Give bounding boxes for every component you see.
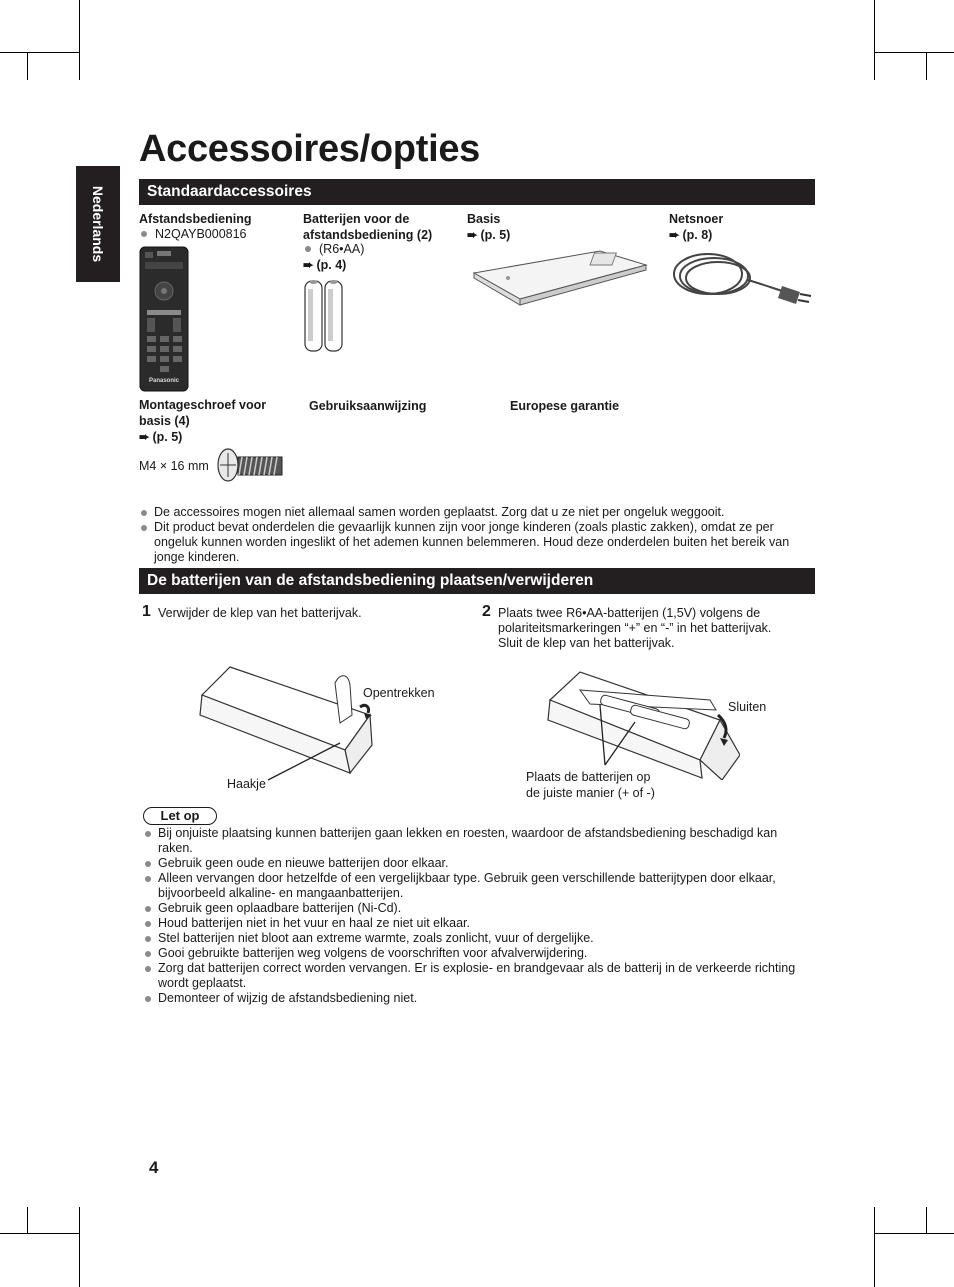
language-tab-label: Nederlands (90, 185, 106, 263)
step-1-number: 1 (142, 603, 151, 620)
screw-size: M4 × 16 mm (139, 459, 209, 473)
page-number: 4 (149, 1158, 159, 1177)
step-2-number: 2 (482, 603, 491, 620)
accessory-notes (139, 505, 815, 565)
page-title: Accessoires/opties (139, 128, 480, 170)
cord-label: Netsnoer (669, 212, 724, 226)
batteries-label-line1: Batterijen voor de (303, 212, 410, 226)
remote-open-illustration (190, 655, 430, 795)
crop-mark (926, 1207, 927, 1234)
screw-image (216, 445, 286, 489)
arrow-right-icon: ➨ (669, 228, 680, 242)
list-item: Gooi gebruikte batterijen weg volgens de voorschriften voor afvalverwijdering. (143, 946, 815, 961)
crop-mark (874, 52, 954, 53)
language-tab (76, 166, 120, 282)
list-item: Stel batterijen niet bloot aan extreme warmte, zoals zonlicht, vuur of dergelijke. (143, 931, 815, 946)
screw-label-line1: Montageschroef voor (139, 398, 267, 412)
arrow-right-icon: ➨ (139, 430, 150, 444)
list-item: Gebruik geen oude en nieuwe batterijen door elkaar. (143, 856, 815, 871)
batteries-label-line2: afstandsbediening (2) (303, 228, 433, 242)
callout-close: Sluiten (728, 700, 767, 714)
remote-control-image (139, 246, 189, 392)
remote-insert-illustration (540, 660, 740, 780)
batteries-type: (R6•AA) (305, 242, 364, 257)
remote-label: Afstandsbediening (139, 212, 252, 226)
arrow-right-icon: ➨ (467, 228, 478, 242)
remote-model: N2QAYB000816 (141, 227, 247, 242)
warranty-label: Europese garantie (510, 399, 620, 413)
crop-mark (27, 52, 28, 80)
crop-mark (27, 1207, 28, 1234)
remote-brand: Panasonic (148, 378, 180, 384)
callout-place-line1: Plaats de batterijen op (526, 770, 651, 784)
caution-badge: Let op (143, 807, 217, 825)
arrow-right-icon: ➨ (303, 258, 314, 272)
callout-pull: Opentrekken (363, 686, 435, 700)
manual-label: Gebruiksaanwijzing (309, 399, 427, 413)
section-heading-batteries: De batterijen van de afstandsbediening plaatsen/verwijderen (139, 568, 815, 594)
list-item: Demonteer of wijzig de afstandsbediening niet. (143, 991, 815, 1006)
crop-mark (79, 0, 80, 80)
crop-mark (874, 1207, 875, 1287)
caution-list (143, 826, 815, 1006)
base-label: Basis (467, 212, 501, 226)
callout-place-line2: de juiste manier (+ of -) (526, 786, 655, 800)
step-2-line1: Plaats twee R6•AA-batterijen (1,5V) volgens de (498, 606, 761, 620)
step-2-line3: Sluit de klep van het batterijvak. (498, 636, 675, 650)
base-stand-image (470, 243, 650, 309)
crop-mark (79, 1207, 80, 1287)
crop-mark (0, 1233, 80, 1234)
list-item: Bij onjuiste plaatsing kunnen batterijen gaan lekken en roesten, waardoor de afstandsbediening beschadigd kan raken. (143, 826, 815, 856)
list-item: Houd batterijen niet in het vuur en haal ze niet uit elkaar. (143, 916, 815, 931)
step-2-line2: polariteitsmarkeringen “+” en “-” in het batterijvak. (498, 621, 772, 635)
cord-ref: ➨ (p. 8) (669, 228, 713, 242)
list-item: Zorg dat batterijen correct worden vervangen. Er is explosie- en brandgevaar als de batterij in de verkeerde richting wordt geplaatst. (143, 961, 815, 991)
screw-ref: ➨ (p. 5) (139, 430, 183, 444)
power-cord-image (668, 246, 814, 312)
crop-mark (874, 1233, 954, 1234)
list-item: Alleen vervangen door hetzelfde of een vergelijkbaar type. Gebruik geen verschillende batterijtypen door elkaar, bijvoorbeeld alkaline- en mangaanbatterijen. (143, 871, 815, 901)
screw-label-line2: basis (4) (139, 414, 190, 428)
crop-mark (926, 52, 927, 80)
base-ref: ➨ (p. 5) (467, 228, 511, 242)
crop-mark (0, 52, 80, 53)
batteries-image (303, 277, 345, 353)
crop-mark (874, 0, 875, 80)
callout-hook: Haakje (227, 777, 266, 791)
list-item: De accessoires mogen niet allemaal samen worden geplaatst. Zorg dat u ze niet per ongeluk weggooit. (139, 505, 815, 520)
step-1-text: Verwijder de klep van het batterijvak. (158, 606, 362, 620)
batteries-ref: ➨ (p. 4) (303, 258, 347, 272)
list-item: Gebruik geen oplaadbare batterijen (Ni-Cd). (143, 901, 815, 916)
section-heading-accessories: Standaardaccessoires (139, 179, 815, 205)
list-item: Dit product bevat onderdelen die gevaarlijk kunnen zijn voor jonge kinderen (zoals plastic zakken), omdat ze per ongeluk kunnen worden ingeslikt of het ademen kunnen belemmeren. Houd deze onderdelen buiten het bereik van jonge kinderen. (139, 520, 815, 565)
